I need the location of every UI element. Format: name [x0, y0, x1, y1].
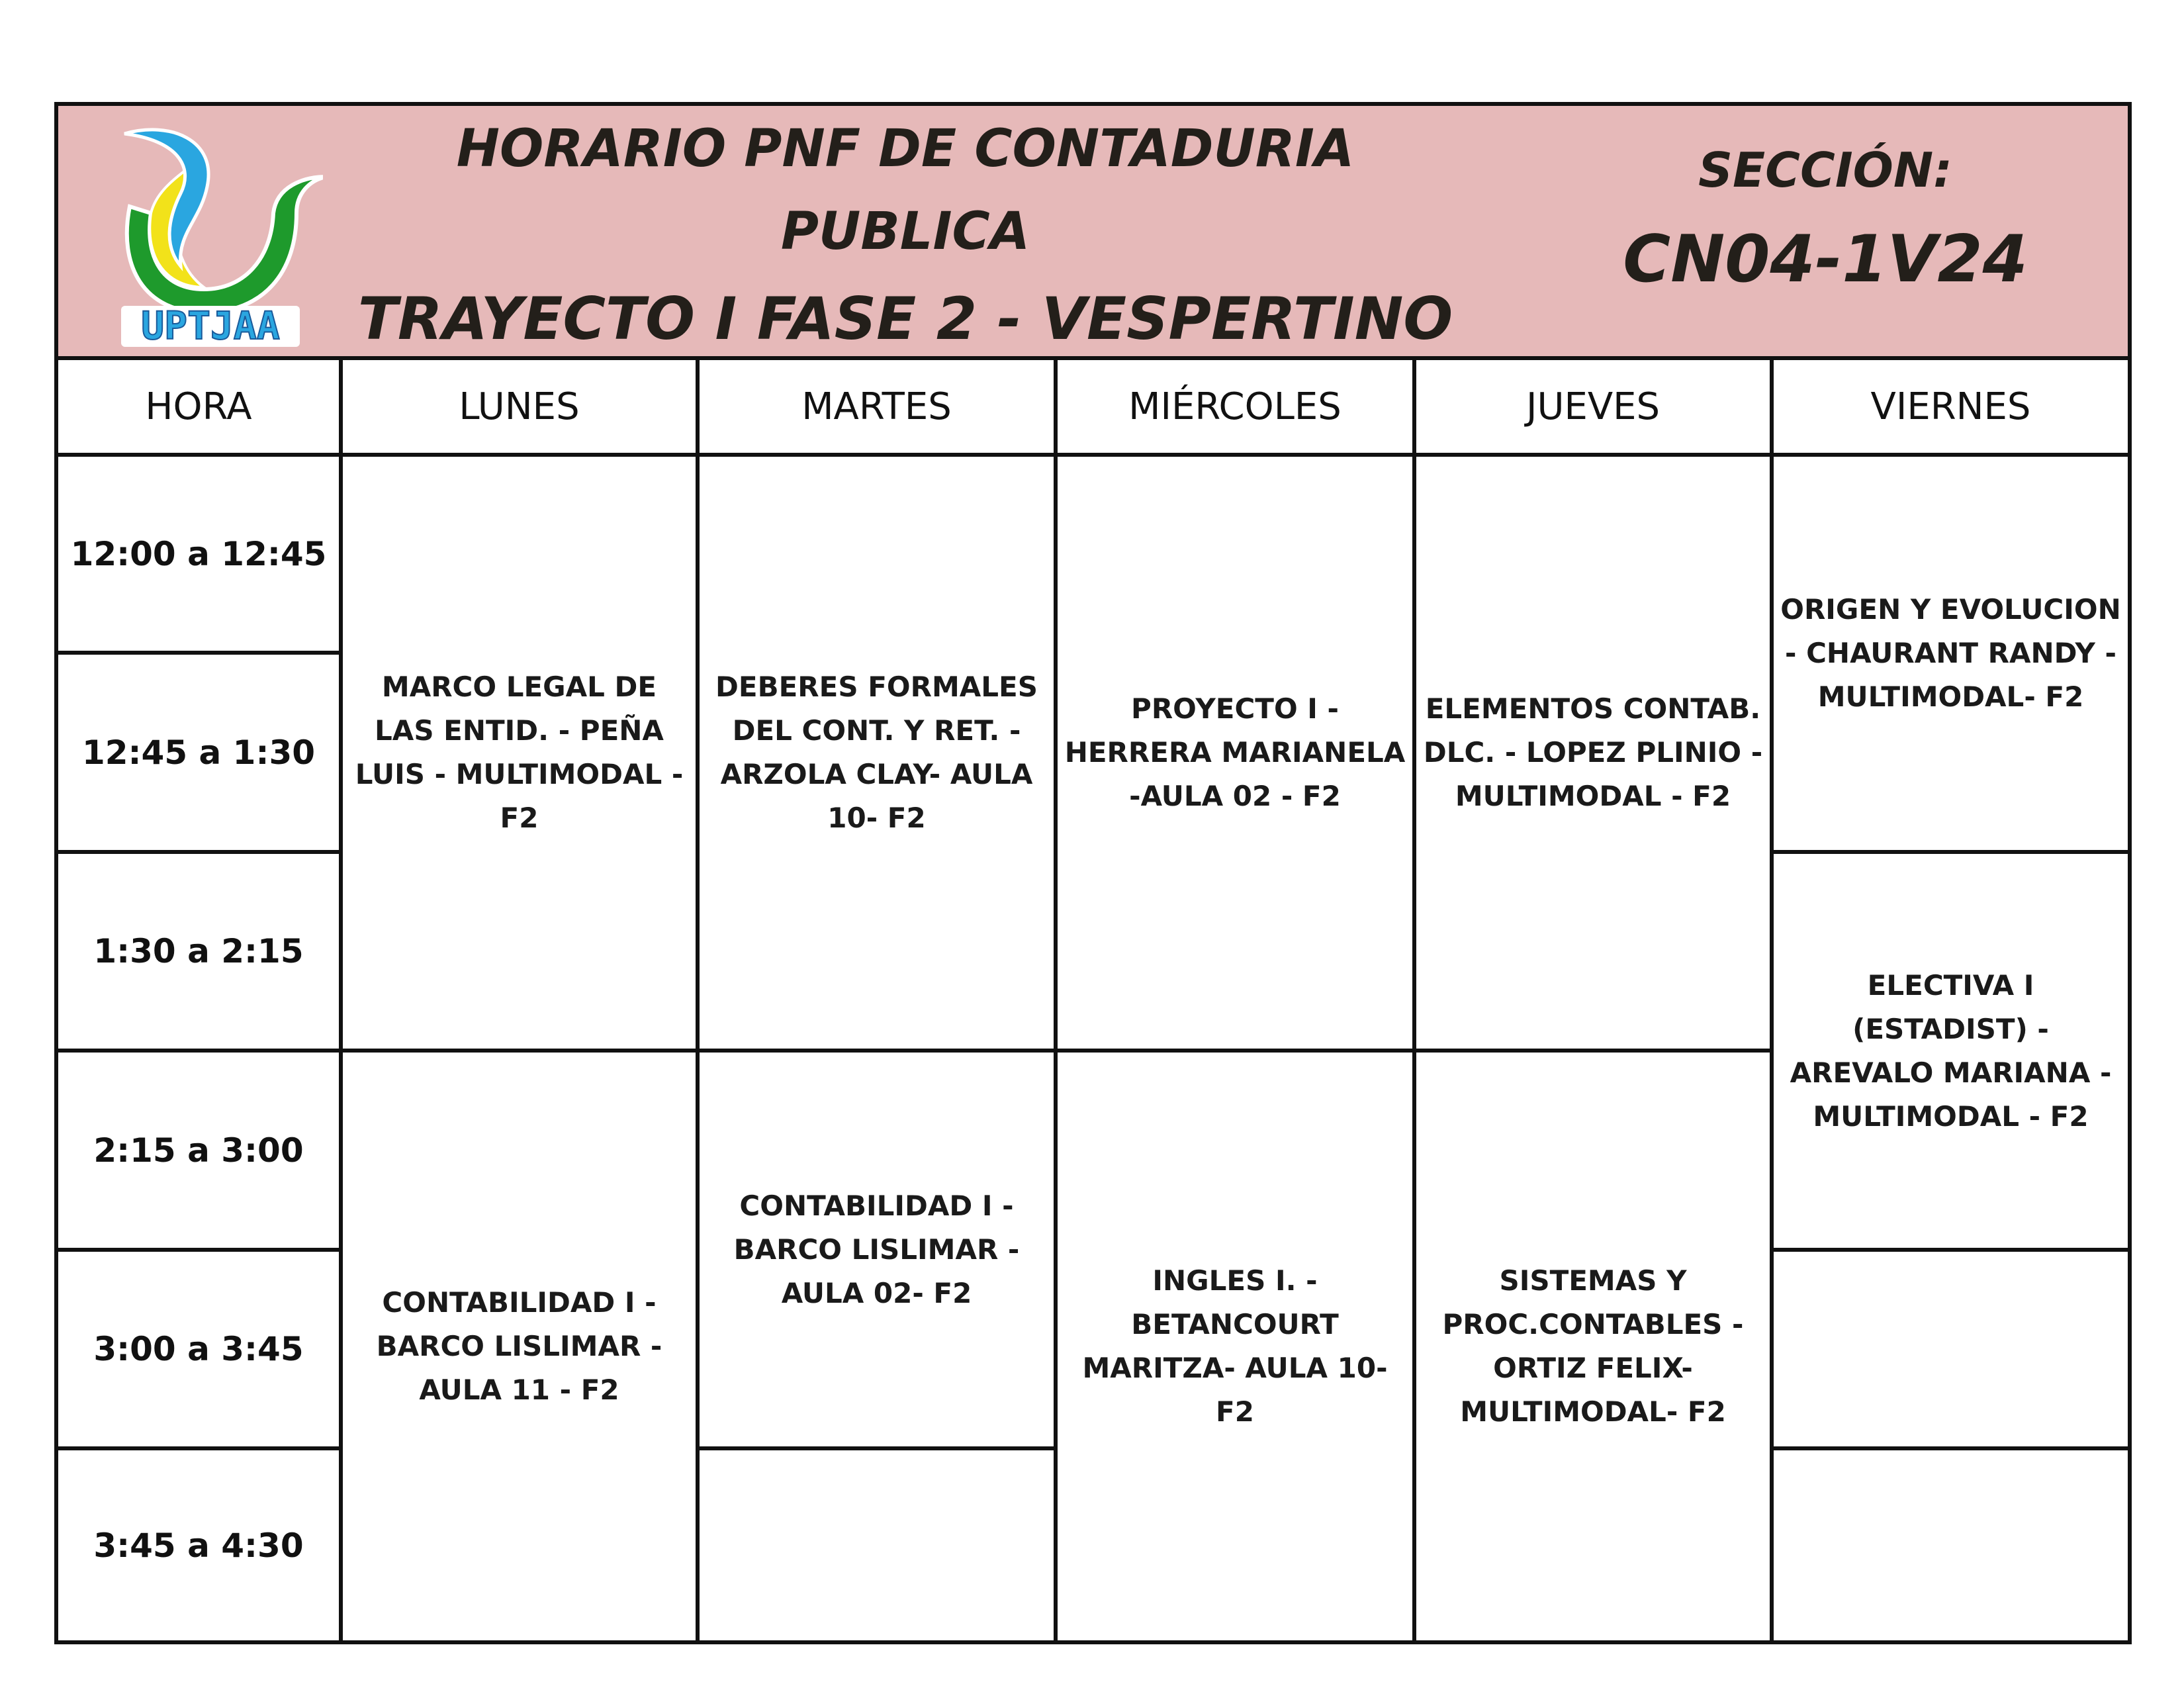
time-slot: 3:45 a 4:30: [93, 1526, 304, 1565]
uptjaa-logo: [98, 114, 323, 352]
column-header-martes: MARTES: [801, 385, 952, 428]
column-header-lunes: LUNES: [459, 385, 580, 428]
grid-line: [696, 1446, 1058, 1450]
time-slot: 1:30 a 2:15: [93, 932, 304, 970]
grid-line: [1770, 1248, 2128, 1252]
time-slot: 3:00 a 3:45: [93, 1330, 304, 1368]
time-slot: 12:45 a 1:30: [81, 733, 316, 772]
class-jueves-1: ELEMENTOS CONTAB. DLC. - LOPEZ PLINIO - MULTIMODAL - F2: [1423, 692, 1763, 812]
class-lunes-1: MARCO LEGAL DE LAS ENTID. - PEÑA LUIS - MULTIMODAL - F2: [355, 671, 684, 834]
schedule-table: [54, 102, 2132, 1644]
class-jueves-2: SISTEMAS Y PROC.CONTABLES - ORTIZ FELIX- MULTIMODAL- F2: [1442, 1264, 1744, 1428]
column-header-hora: HORA: [145, 385, 252, 428]
logo-text: UPTJAA: [141, 303, 280, 348]
class-viernes-2: ELECTIVA I (ESTADIST) - AREVALO MARIANA - MULTIMODAL - F2: [1790, 968, 2112, 1133]
title-line-1: HORARIO PNF DE CONTADURIA: [456, 119, 1355, 179]
title-line-3: TRAYECTO I FASE 2 - VESPERTINO: [357, 285, 1453, 353]
column-header-miercoles: MIÉRCOLES: [1128, 385, 1342, 428]
class-martes-1: DEBERES FORMALES DEL CONT. Y RET. - ARZOLA CLAY- AULA 10- F2: [715, 671, 1038, 834]
class-lunes-2: CONTABILIDAD I - BARCO LISLIMAR - AULA 11 - F2: [376, 1286, 662, 1406]
class-viernes-1: ORIGEN Y EVOLUCION - CHAURANT RANDY - MULTIMODAL- F2: [1780, 593, 2121, 713]
column-header-jueves: JUEVES: [1525, 385, 1661, 428]
title-line-2: PUBLICA: [780, 202, 1030, 261]
grid-line: [1770, 1446, 2128, 1450]
section-code: CN04-1V24: [1623, 222, 2028, 297]
class-miercoles-1: PROYECTO I - HERRERA MARIANELA -AULA 02 - F2: [1064, 692, 1406, 812]
section-label: SECCIÓN:: [1698, 142, 1952, 198]
class-martes-2: CONTABILIDAD I - BARCO LISLIMAR - AULA 02- F2: [733, 1189, 1020, 1309]
class-miercoles-2: INGLES I. -BETANCOURT MARITZA- AULA 10- F2: [1082, 1264, 1388, 1428]
header-banner: [58, 106, 2128, 360]
column-header-viernes: VIERNES: [1870, 385, 2031, 428]
time-slot: 2:15 a 3:00: [93, 1131, 304, 1170]
time-slot: 12:00 a 12:45: [70, 534, 327, 573]
